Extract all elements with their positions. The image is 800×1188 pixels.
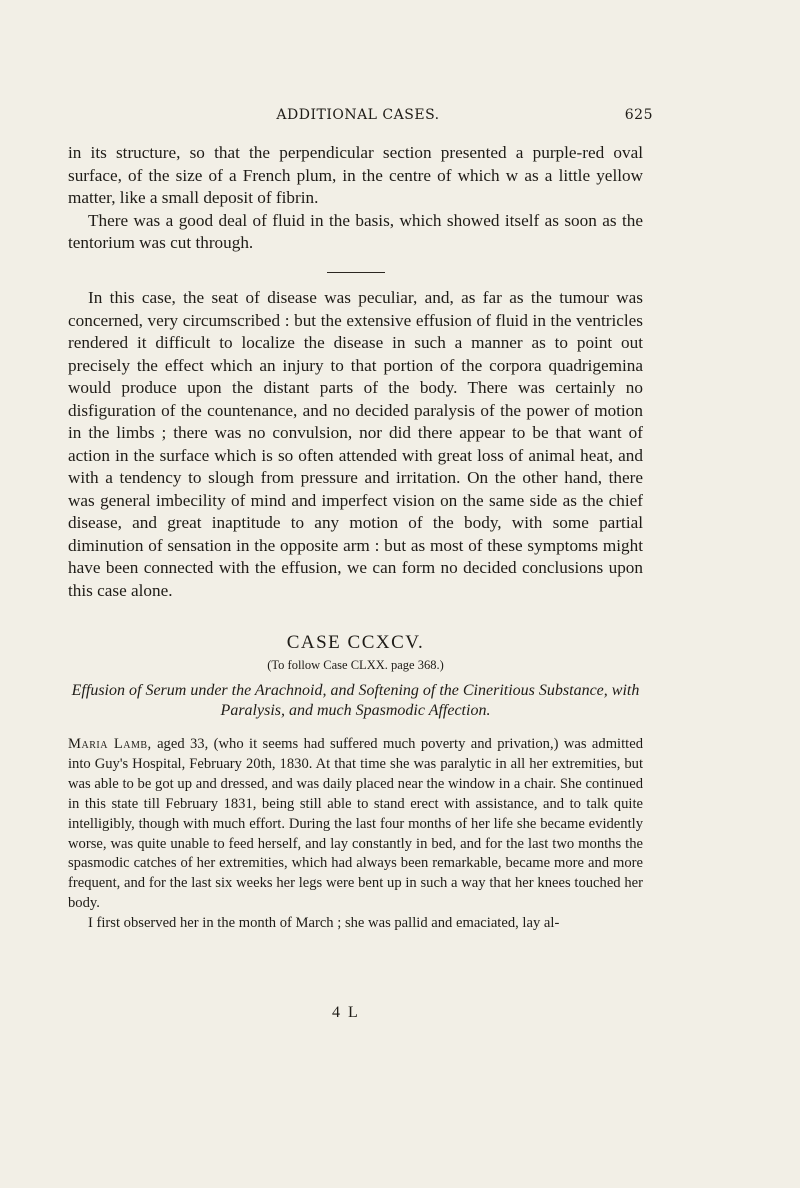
fluid-paragraph: There was a good deal of fluid in the basis, which showed itself as soon as the tentorium was cut through. [68, 210, 643, 252]
page-body [68, 142, 643, 934]
continued-paragraph: in its structure, so that the perpendicular section presented a purple-red oval surface, of the size of a French plum, in the centre of which w as a little yellow matter, like a small deposit of fibrin. [68, 143, 643, 207]
signature-mark: 4 L [332, 1004, 360, 1021]
commentary-paragraph: In this case, the seat of disease was peculiar, and, as far as the tumour was concerned, very circumscribed : but the extensive effusion of fluid in the ventricles rendered it difficult to localize the disease in such a manner as to point out precisely the effect which an injury to that portion of the corpora quadrigemina would produce upon the distant parts of the body. There was certainly no disfiguration of the countenance, and no decided paralysis of the power of motion in the limbs ; there was no convulsion, nor did there appear to be that want of action in the surface which is so often attended with great loss of animal heat, and with a tendency to slough from pressure and irritation. On the other hand, there was general imbecility of mind and imperfect vision on the same side as the chief disease, and great inaptitude to any motion of the body, with some partial diminution of sensation in the opposite arm : but as most of these symptoms might have been connected with the effusion, we can form no decided conclusions upon this case alone. [68, 288, 643, 600]
section-divider [327, 272, 385, 274]
case-history-paragraph [68, 735, 643, 914]
case-reference: (To follow Case CLXX. page 368.) [267, 658, 444, 672]
patient-name: Maria Lamb, [68, 736, 152, 752]
case-history-text: aged 33, (who it seems had suffered much poverty and privation,) was admitted into Guy's Hospital, February 20th, 1830. At that time she was paralytic in all her extremities, but was able to be got up and dressed, and was daily placed near the window in a chair. She continued in this state till February 1831, being still able to stand erect with assistance, and to talk quite intelligibly, though with much effort. During the last four months of her life she became evidently worse, was quite unable to feed herself, and lay constantly in bed, and for the last two months the spasmodic catches of her extremities, which had always been remarkable, became more and more frequent, and for the last six weeks her legs were bent up in such a way that her knees touched her body. [68, 736, 643, 912]
page-number: 625 [624, 107, 653, 123]
case-title: CASE CCXCV. [286, 632, 425, 653]
observation-paragraph: I first observed her in the month of March ; she was pallid and emaciated, lay al- [88, 915, 560, 932]
running-head-title: ADDITIONAL CASES. [276, 107, 440, 123]
case-subtitle: Effusion of Serum under the Arachnoid, and Softening of the Cineritious Substance, with Paralysis, and much Spasmodic Affection. [71, 682, 640, 719]
